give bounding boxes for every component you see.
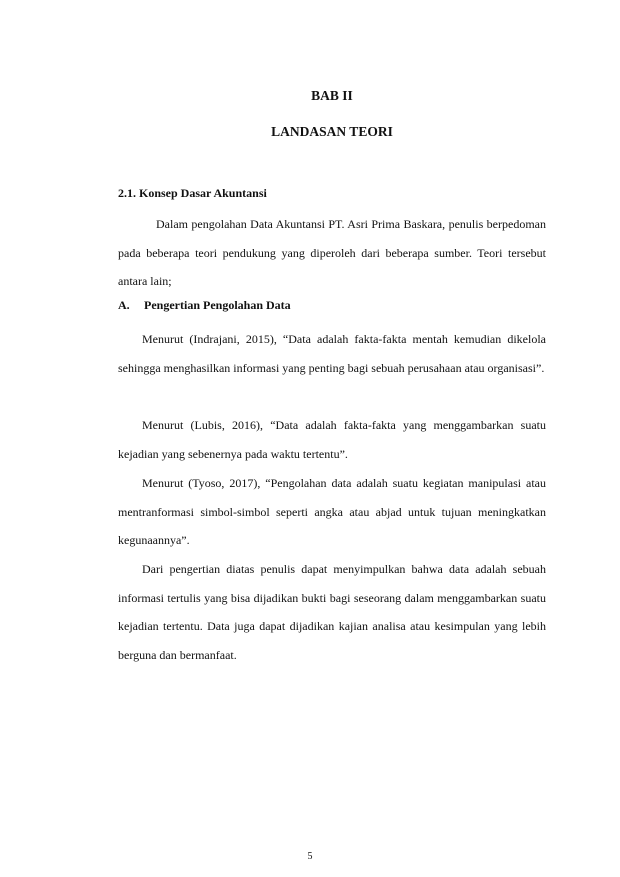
paragraph-lubis: Menurut (Lubis, 2016), “Data adalah fakta-fakta yang menggambarkan suatu kejadian yang sebenernya pada waktu tertentu”. — [118, 418, 546, 461]
chapter-title: LANDASAN TEORI — [271, 124, 393, 139]
section-intro-paragraph: Dalam pengolahan Data Akuntansi PT. Asri Prima Baskara, penulis berpedoman pada beberapa teori pendukung yang diperoleh dari beberapa sumber. Teori tersebut antara lain; — [118, 217, 546, 288]
paragraph-tyoso: Menurut (Tyoso, 2017), “Pengolahan data adalah suatu kegiatan manipulasi atau mentranformasi simbol-simbol seperti angka atau abjad untuk tujuan meningkatkan kegunaannya”. — [118, 476, 546, 547]
section-heading: 2.1. Konsep Dasar Akuntansi — [118, 186, 267, 200]
page-number: 5 — [307, 851, 313, 862]
chapter-number: BAB II — [311, 88, 353, 103]
subsection-label: A. — [118, 298, 130, 312]
paragraph-conclusion: Dari pengertian diatas penulis dapat menyimpulkan bahwa data adalah sebuah informasi tertulis yang bisa dijadikan bukti bagi seseorang dalam menggambarkan suatu kejadian tertentu. Data juga dapat dijadikan kajian analisa atau kesimpulan yang lebih berguna dan bermanfaat. — [118, 562, 546, 662]
subsection-heading — [118, 298, 291, 313]
subsection-title: Pengertian Pengolahan Data — [144, 298, 291, 312]
paragraph-indrajani: Menurut (Indrajani, 2015), “Data adalah fakta-fakta mentah kemudian dikelola sehingga menghasilkan informasi yang penting bagi sebuah perusahaan atau organisasi”. — [118, 332, 546, 375]
